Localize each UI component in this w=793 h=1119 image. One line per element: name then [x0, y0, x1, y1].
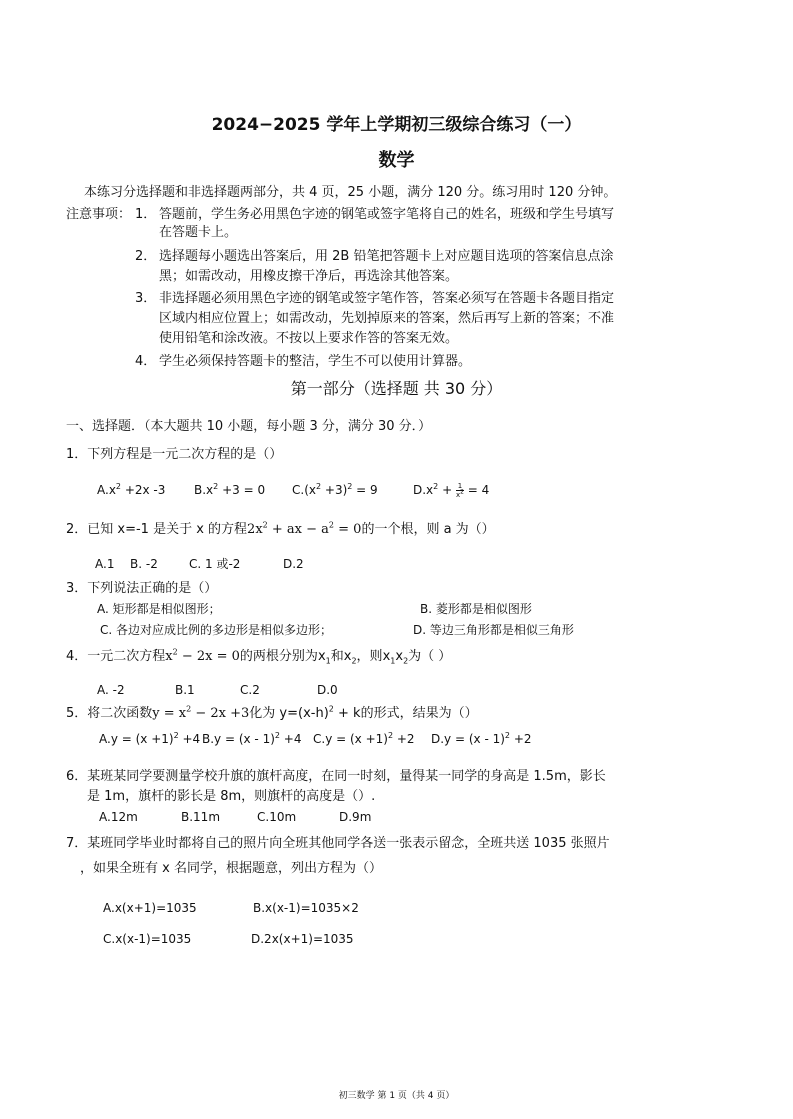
q5-equation: $y = x^2 - 2x +3$ [152, 704, 250, 721]
q2-option-d: D.2 [283, 557, 304, 571]
notes-label: 注意事项： [66, 207, 132, 222]
q3-option-b: B. 菱形都是相似图形 [420, 602, 532, 616]
q3-option-a: A. 矩形都是相似图形； [97, 602, 221, 616]
note-1-num: 1． [135, 207, 157, 222]
q7-option-d: D.2x(x+1)=1035 [251, 932, 354, 946]
exam-title: 2024−2025 学年上学期初三级综合练习（一） [211, 115, 582, 135]
q6-option-b: B.11m [181, 810, 221, 824]
q1-option-a: $A.x^2 +2x$ -3 [97, 482, 166, 497]
q4-equation: $x^2 - 2x = 0$ [165, 647, 240, 664]
q6-option-c: C.10m [257, 810, 297, 824]
part1-title: 第一部分（选择题 共 30 分） [290, 379, 503, 398]
note-3-line-3: 使用铅笔和涂改液。不按以上要求作答的答案无效。 [159, 331, 459, 346]
q2-stem: 2．已知 x=-1 是关于 x 的方程$2x^2$ + ax − $a^2 = 0$的一个根，则 a 为（） [66, 520, 495, 537]
q5-option-b: B.y = (x - 1)$^2$ +4 [202, 731, 302, 746]
q6-stem-line-2: 是 1m，旗杆的影长是 8m，则旗杆的高度是（）. [87, 789, 376, 804]
q1-stem: 1．下列方程是一元二次方程的是（） [66, 447, 283, 462]
q7-stem-line-1: 7．某班同学毕业时都将自己的照片向全班其他同学各送一张表示留念，全班共送 1035 张照片 [66, 836, 610, 851]
q1-option-d: $D.x^2$ + $\frac{1}{x^2}$ = 4 [413, 482, 490, 499]
part1-instruction: 一、选择题．（本大题共 10 小题，每小题 3 分，满分 30 分．） [66, 419, 432, 434]
q2-option-c: C. 1 或-2 [189, 557, 241, 571]
q5-option-a: $A.y = (x +1)^2 +4$ [99, 731, 201, 746]
q4-option-d: D.0 [317, 683, 338, 697]
q6-option-d: D.9m [339, 810, 372, 824]
page-footer: 初三数学 第 1 页（共 4 页） [338, 1091, 455, 1101]
intro-text: 本练习分选择题和非选择题两部分，共 4 页，25 小题，满分 120 分。练习用时 120 分钟。 [84, 185, 617, 200]
q6-option-a: A.12m [99, 810, 138, 824]
q2-equation: $2x^2$ + ax − $a^2 = 0$ [247, 520, 362, 537]
q5-stem: 5．将二次函数$y = x^2 - 2x +3$化为 $y=(x-h)^2 + k$的形式，结果为（） [66, 704, 478, 721]
q4-stem: 4．一元二次方程$x^2 - 2x = 0$的两根分别为$x_1$和$x_2$，则$x_1x_2$为（ ） [66, 647, 452, 666]
q1-option-b: $B.x^2 +3 = 0$ [194, 482, 266, 497]
note-2-line-1: 选择题每小题选出答案后，用 2B 铅笔把答题卡上对应题目选项的答案信息点涂 [159, 249, 614, 264]
note-4-num: 4． [135, 354, 157, 369]
q5-option-c: $C.y = (x +1)^2 +2$ [313, 731, 415, 746]
q4-option-c: C.2 [240, 683, 260, 697]
q6-stem-line-1: 6．某班某同学要测量学校升旗的旗杆高度，在同一时刻，量得某一同学的身高是 1.5m，影长 [66, 769, 606, 784]
q7-option-b: B.x(x-1)=1035×2 [253, 901, 359, 915]
q2-option-a: A.1 [95, 557, 115, 571]
q1-option-c: $C.(x^2 +3)^2 = 9$ [292, 482, 378, 497]
note-4-line-1: 学生必须保持答题卡的整洁，学生不可以使用计算器。 [159, 354, 472, 369]
subject-title: 数学 [378, 150, 415, 171]
note-3-line-1: 非选择题必须用黑色字迹的钢笔或签字笔作答，答案必须写在答题卡各题目指定 [159, 291, 615, 306]
q7-option-c: C.x(x-1)=1035 [103, 932, 192, 946]
q3-option-c: C. 各边对应成比例的多边形是相似多边形； [100, 623, 333, 637]
q4-option-a: A. -2 [97, 683, 125, 697]
note-3-num: 3． [135, 291, 157, 306]
q2-option-b: B. -2 [130, 557, 158, 571]
note-2-line-2: 黑；如需改动，用橡皮擦干净后，再选涂其他答案。 [159, 269, 459, 284]
q7-option-a: A.x(x+1)=1035 [103, 901, 197, 915]
q3-option-d: D. 等边三角形都是相似三角形 [413, 623, 574, 637]
q3-stem: 3．下列说法正确的是（） [66, 581, 218, 596]
note-1-line-1: 答题前，学生务必用黑色字迹的钢笔或签字笔将自己的姓名，班级和学生号填写 [159, 207, 615, 222]
note-2-num: 2． [135, 249, 157, 264]
note-3-line-2: 区域内相应位置上；如需改动，先划掉原来的答案，然后再写上新的答案；不准 [159, 311, 615, 326]
fraction: $\frac{1}{x^2}$ [455, 482, 464, 499]
q5-option-d: D.y = (x - 1)$^2$ +2 [431, 731, 532, 746]
q7-stem-line-2: ，如果全班有 x 名同学，根据题意，列出方程为（） [80, 861, 382, 876]
note-1-line-2: 在答题卡上。 [159, 225, 238, 240]
q4-option-b: B.1 [175, 683, 195, 697]
